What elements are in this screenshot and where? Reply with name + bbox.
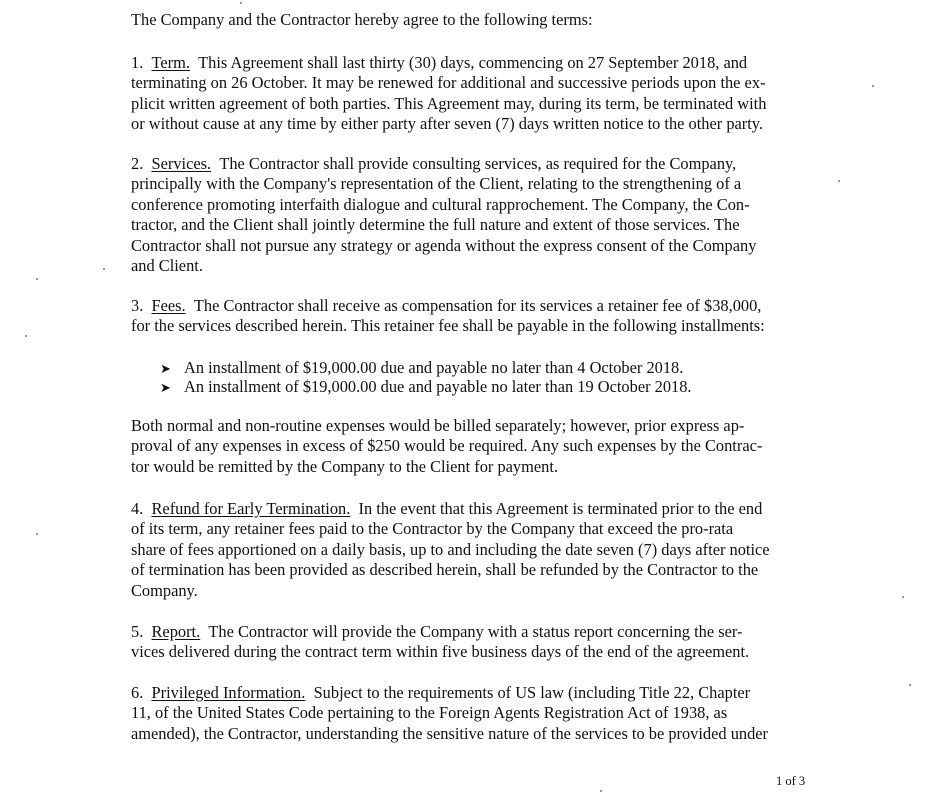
section-privileged-information bbox=[131, 683, 831, 744]
scan-speck bbox=[600, 790, 602, 792]
section-line: proval of any expenses in excess of $250 would be required. Any such expenses by the Contrac- bbox=[131, 436, 763, 456]
section-text: The Contractor shall receive as compensation for its services a retainer fee of $38,000, bbox=[193, 296, 762, 315]
section-line: tor would be remitted by the Company to the Client for payment. bbox=[131, 456, 558, 476]
scan-speck bbox=[838, 180, 840, 182]
section-number: 1. bbox=[131, 53, 144, 72]
section-line: vices delivered during the contract term within five business days of the end of the agreement. bbox=[131, 642, 750, 662]
section-report bbox=[131, 622, 831, 663]
section-heading: Privileged Information. bbox=[151, 683, 306, 702]
scan-speck bbox=[240, 2, 242, 4]
list-item bbox=[160, 358, 800, 377]
section-number: 4. bbox=[131, 499, 144, 518]
section-line: or without cause at any time by either party after seven (7) days written notice to the other party. bbox=[131, 114, 764, 134]
section-line: 11, of the United States Code pertaining to the Foreign Agents Registration Act of 1938, as bbox=[131, 703, 728, 723]
section-line bbox=[131, 296, 831, 316]
section-line: plicit written agreement of both parties. This Agreement may, during its term, be terminated with bbox=[131, 93, 767, 113]
installment-list bbox=[160, 358, 800, 396]
section-line: tractor, and the Client shall jointly determine the full nature and extent of those services. The bbox=[131, 215, 740, 235]
list-item-text: An installment of $19,000.00 due and payable no later than 4 October 2018. bbox=[184, 358, 684, 377]
section-line: and Client. bbox=[131, 255, 203, 275]
section-heading: Services. bbox=[151, 154, 212, 173]
section-line: conference promoting interfaith dialogue and cultural rapprochement. The Company, the Con- bbox=[131, 194, 750, 214]
section-services bbox=[131, 154, 831, 276]
scan-speck bbox=[872, 85, 874, 87]
section-refund bbox=[131, 499, 831, 601]
section-line bbox=[131, 683, 831, 703]
section-fees bbox=[131, 296, 831, 337]
scan-speck bbox=[36, 533, 38, 535]
section-number: 5. bbox=[131, 622, 144, 641]
section-number: 2. bbox=[131, 154, 144, 173]
section-line: of termination has been provided as described herein, shall be refunded by the Contractor to the bbox=[131, 560, 759, 580]
section-line: for the services described herein. This retainer fee shall be payable in the following installments: bbox=[131, 316, 765, 336]
section-line: Company. bbox=[131, 580, 198, 600]
section-text: Subject to the requirements of US law (including Title 22, Chapter bbox=[313, 683, 751, 702]
section-line bbox=[131, 622, 831, 642]
section-heading: Term. bbox=[151, 53, 190, 72]
section-line: Contractor shall not pursue any strategy or agenda without the express consent of the Company bbox=[131, 235, 757, 255]
scan-speck bbox=[25, 335, 27, 337]
section-heading: Fees. bbox=[151, 296, 186, 315]
section-number: 3. bbox=[131, 296, 144, 315]
section-line: of its term, any retainer fees paid to the Contractor by the Company that exceed the pro-rata bbox=[131, 519, 734, 539]
section-line bbox=[131, 53, 831, 73]
page-number: 1 of 3 bbox=[776, 774, 806, 788]
section-line: Both normal and non-routine expenses would be billed separately; however, prior express ap- bbox=[131, 416, 745, 435]
section-line: principally with the Company's representation of the Client, relating to the strengthening of a bbox=[131, 174, 742, 194]
section-text: The Contractor shall provide consulting services, as required for the Company, bbox=[219, 154, 737, 173]
scan-speck bbox=[103, 268, 105, 270]
expenses-paragraph bbox=[131, 416, 831, 477]
scan-speck bbox=[36, 278, 38, 280]
section-heading: Refund for Early Termination. bbox=[151, 499, 351, 518]
list-item-text: An installment of $19,000.00 due and payable no later than 19 October 2018. bbox=[184, 377, 692, 396]
section-line: share of fees apportioned on a daily basis, up to and including the date seven (7) days after notice bbox=[131, 539, 770, 559]
section-heading: Report. bbox=[151, 622, 201, 641]
section-line: amended), the Contractor, understanding the sensitive nature of the services to be provided under bbox=[131, 723, 769, 743]
intro-text: The Company and the Contractor hereby agree to the following terms: bbox=[131, 10, 593, 29]
section-text: In the event that this Agreement is terminated prior to the end bbox=[358, 499, 763, 518]
scan-speck bbox=[902, 596, 904, 598]
section-line bbox=[131, 154, 831, 174]
section-term bbox=[131, 53, 831, 135]
section-line: terminating on 26 October. It may be renewed for additional and successive periods upon the ex- bbox=[131, 73, 766, 93]
section-number: 6. bbox=[131, 683, 144, 702]
section-text: This Agreement shall last thirty (30) days, commencing on 27 September 2018, and bbox=[198, 53, 748, 72]
arrowhead-bullet-icon: ➤ bbox=[160, 381, 171, 396]
section-line bbox=[131, 499, 831, 519]
arrowhead-bullet-icon: ➤ bbox=[160, 362, 171, 377]
list-item bbox=[160, 377, 800, 396]
scan-speck bbox=[909, 684, 911, 686]
section-text: The Contractor will provide the Company with a status report concerning the ser- bbox=[208, 622, 743, 641]
